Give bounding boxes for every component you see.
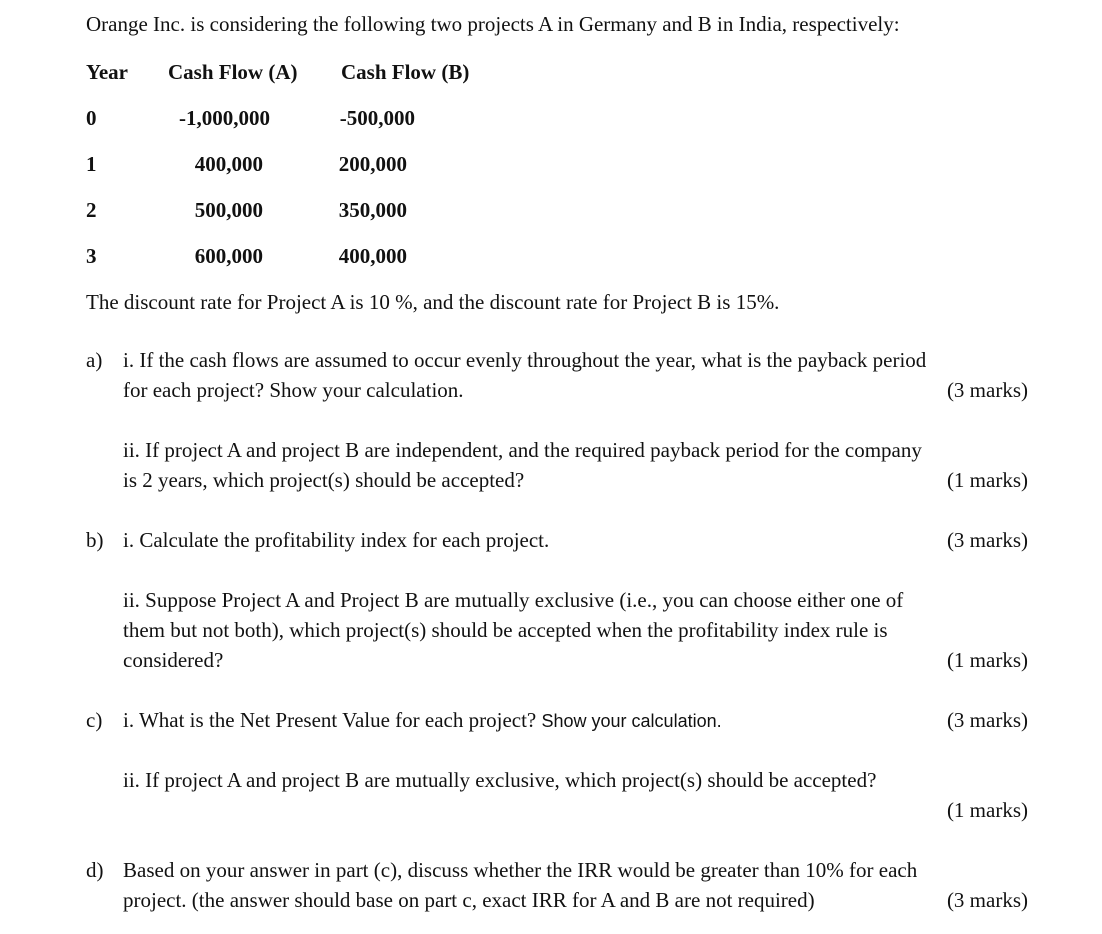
question-a-i-marks: (3 marks) bbox=[946, 378, 1028, 402]
question-a-ii-line2: is 2 years, which project(s) should be accepted? bbox=[123, 468, 525, 492]
question-c-ii-line1: ii. If project A and project B are mutually exclusive, which project(s) should be accepted? bbox=[123, 768, 877, 792]
question-c-i-line1 bbox=[123, 708, 722, 733]
question-c-ii-marks: (1 marks) bbox=[946, 798, 1028, 822]
question-a-ii-marks: (1 marks) bbox=[946, 468, 1028, 492]
cash-b-cell: 200,000 bbox=[338, 152, 407, 176]
question-b-ii-line1: ii. Suppose Project A and Project B are mutually exclusive (i.e., you can choose either one of bbox=[123, 588, 904, 612]
question-c-label: c) bbox=[86, 708, 103, 732]
question-c-i-text: i. What is the Net Present Value for each project? bbox=[123, 708, 537, 732]
discount-rate-text: The discount rate for Project A is 10 %, and the discount rate for Project B is 15%. bbox=[86, 290, 780, 314]
header-year: Year bbox=[86, 60, 128, 84]
question-a-i-line2: for each project? Show your calculation. bbox=[123, 378, 464, 402]
question-a-ii-line1: ii. If project A and project B are independent, and the required payback period for the company bbox=[123, 438, 922, 462]
year-cell: 2 bbox=[86, 198, 97, 222]
year-cell: 1 bbox=[86, 152, 97, 176]
cash-b-cell: 400,000 bbox=[338, 244, 407, 268]
question-c-i-marks: (3 marks) bbox=[946, 708, 1028, 732]
year-cell: 0 bbox=[86, 106, 97, 130]
question-b-i-marks: (3 marks) bbox=[946, 528, 1028, 552]
header-cash-flow-a: Cash Flow (A) bbox=[168, 60, 298, 84]
cash-a-cell: 400,000 bbox=[194, 152, 263, 176]
question-a-label: a) bbox=[86, 348, 103, 372]
question-d-line2: project. (the answer should base on part c, exact IRR for A and B are not required) bbox=[123, 888, 815, 912]
question-d-label: d) bbox=[86, 858, 104, 882]
header-cash-flow-b: Cash Flow (B) bbox=[341, 60, 470, 84]
question-b-ii-marks: (1 marks) bbox=[946, 648, 1028, 672]
cash-b-cell: 350,000 bbox=[338, 198, 407, 222]
cash-a-cell: -1,000,000 bbox=[179, 106, 270, 130]
question-d-line1: Based on your answer in part (c), discuss whether the IRR would be greater than 10% for each bbox=[123, 858, 918, 882]
cash-b-cell: -500,000 bbox=[339, 106, 415, 130]
question-b-i-line1: i. Calculate the profitability index for each project. bbox=[123, 528, 550, 552]
year-cell: 3 bbox=[86, 244, 97, 268]
intro-text: Orange Inc. is considering the following two projects A in Germany and B in India, respectively: bbox=[86, 12, 900, 36]
question-d-marks: (3 marks) bbox=[946, 888, 1028, 912]
question-b-ii-line3: considered? bbox=[123, 648, 224, 672]
cash-a-cell: 600,000 bbox=[194, 244, 263, 268]
question-c-i-instruction: Show your calculation. bbox=[541, 711, 722, 731]
question-a-i-line1: i. If the cash flows are assumed to occur evenly throughout the year, what is the payback period bbox=[123, 348, 927, 372]
cash-a-cell: 500,000 bbox=[194, 198, 263, 222]
question-b-label: b) bbox=[86, 528, 104, 552]
question-b-ii-line2: them but not both), which project(s) should be accepted when the profitability index rule is bbox=[123, 618, 888, 642]
